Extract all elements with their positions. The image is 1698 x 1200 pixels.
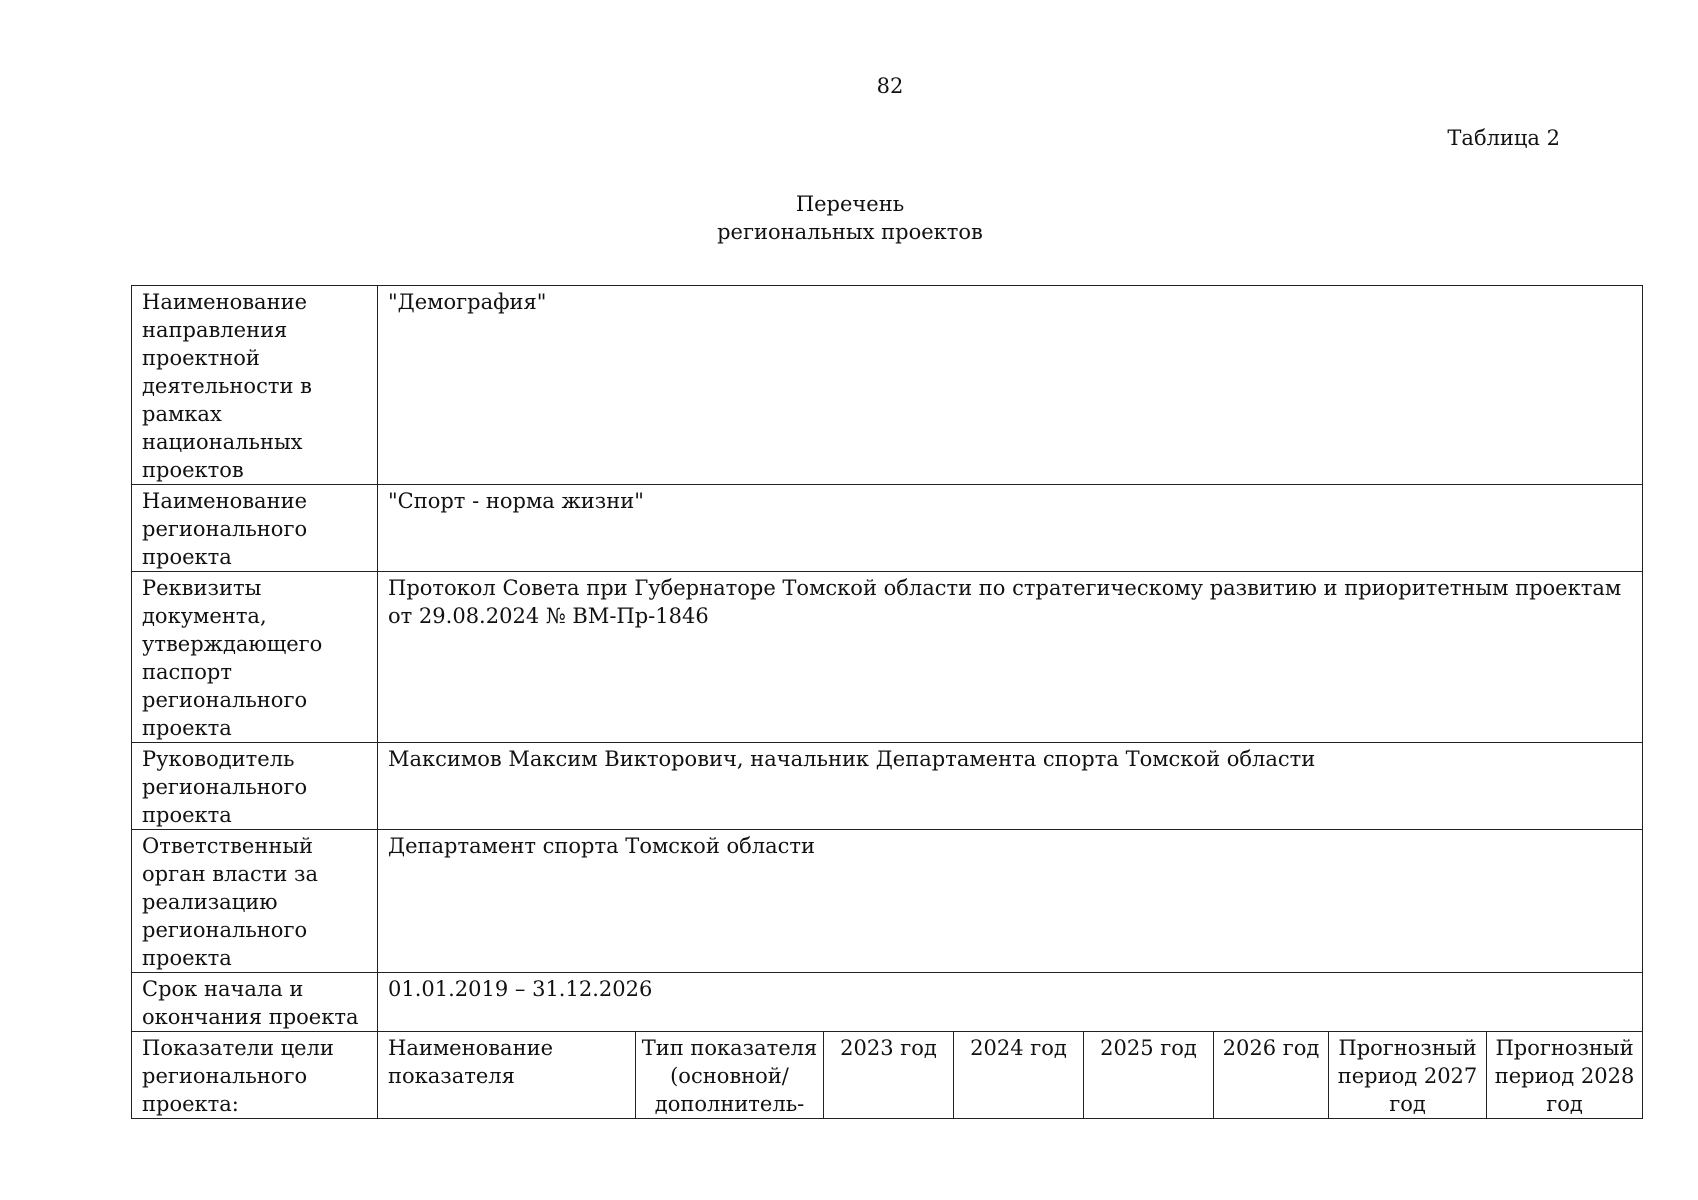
header-year-2025: 2025 год <box>1084 1032 1214 1119</box>
row-value-term: 01.01.2019 – 31.12.2026 <box>378 973 1643 1032</box>
row-label-document: Реквизиты документа, утверждающего паспорт регионального проекта <box>132 572 378 743</box>
document-title <box>700 190 1000 246</box>
row-label-direction: Наименование направления проектной деятельности в рамках национальных проектов <box>132 286 378 485</box>
row-value-project-name: "Спорт - норма жизни" <box>378 485 1643 572</box>
row-label-manager: Руководитель регионального проекта <box>132 743 378 830</box>
table-label: Таблица 2 <box>1447 126 1560 150</box>
header-year-2023: 2023 год <box>824 1032 954 1119</box>
page-number: 82 <box>876 74 904 98</box>
row-label-project-name: Наименование регионального проекта <box>132 485 378 572</box>
table-row <box>132 830 1643 973</box>
row-label-indicators: Показатели цели регионального проекта: <box>132 1032 378 1119</box>
row-value-responsible: Департамент спорта Томской области <box>378 830 1643 973</box>
header-year-2024: 2024 год <box>954 1032 1084 1119</box>
regional-projects-table <box>131 285 1643 1119</box>
title-line-1: Перечень <box>795 192 905 216</box>
header-forecast-2028: Прогнозный период 2028 год <box>1487 1032 1643 1119</box>
header-year-2026: 2026 год <box>1214 1032 1329 1119</box>
table-row <box>132 743 1643 830</box>
row-value-document: Протокол Совета при Губернаторе Томской области по стратегическому развитию и приоритетным проектам от 29.08.2024 № ВМ-Пр-1846 <box>378 572 1643 743</box>
header-indicator-name: Наименование показателя <box>378 1032 636 1119</box>
title-line-2: региональных проектов <box>717 220 983 244</box>
header-indicator-type: Тип показателя (основной/ дополнитель- <box>636 1032 824 1119</box>
header-forecast-2027: Прогнозный период 2027 год <box>1329 1032 1487 1119</box>
table-row <box>132 572 1643 743</box>
row-value-manager: Максимов Максим Викторович, начальник Департамента спорта Томской области <box>378 743 1643 830</box>
row-value-direction: "Демография" <box>378 286 1643 485</box>
row-label-term: Срок начала и окончания проекта <box>132 973 378 1032</box>
table-row <box>132 1032 1643 1119</box>
row-label-responsible: Ответственный орган власти за реализацию регионального проекта <box>132 830 378 973</box>
table-row <box>132 286 1643 485</box>
table-row <box>132 485 1643 572</box>
table-row <box>132 973 1643 1032</box>
